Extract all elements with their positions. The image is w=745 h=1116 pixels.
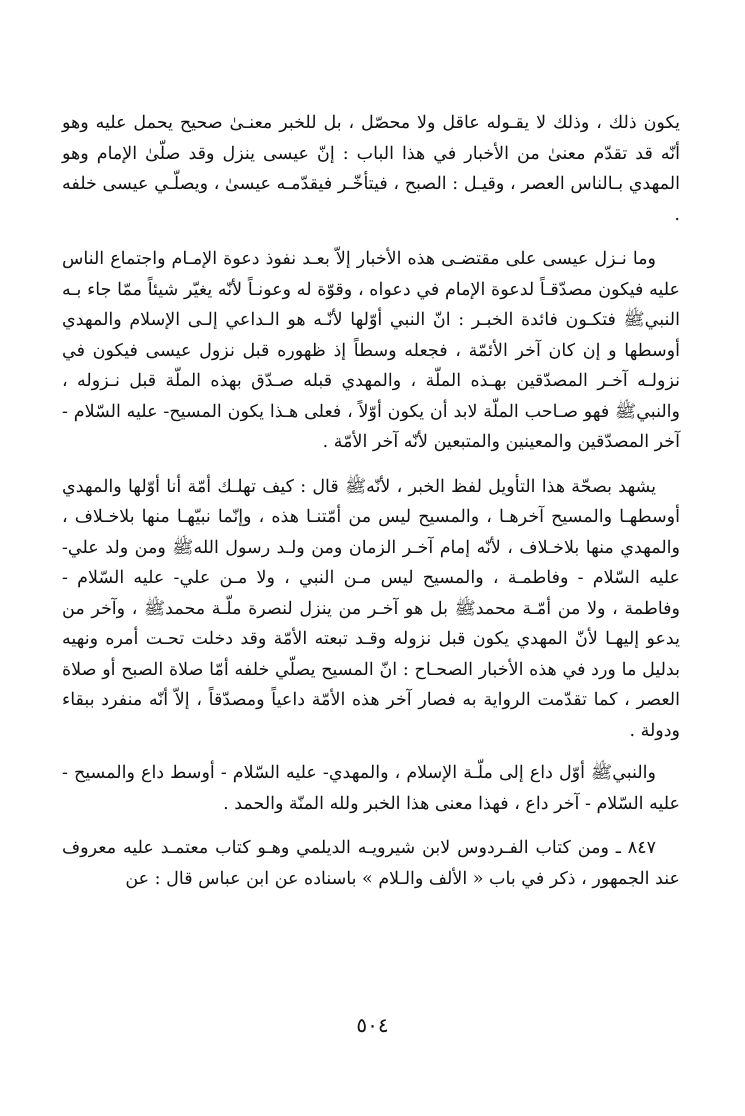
paragraph-2: وما نـزل عيسى على مقتضـى هذه الأخبار إلاّ بعـد نفوذ دعوة الإمـام واجتماع الناس عليه فيكون مصدّقـاً لدعوة الإمام في دعواه ، وقوّة له وعونـاً لأنّه يغيّر شيئاً ممّا جاء بـه النبيﷺ فتكـون فائدة الخبـر : انّ النبي أوّلها لأنّـه هو الـداعي إلـى الإسلام والمهدي أوسطها و إن كان آخر الأئمّة ، فجعله وسطاً إذ ظهوره قبل نزول عيسى فيكون في نزولـه آخـر المصدّقين بهـذه الملّة ، والمهدي قبله صـدّق بهذه الملّة قبل نـزوله ، والنبيﷺ فهو صـاحب الملّة لابد أن يكون أوّلاً ، فعلى هـذا يكون المسيح- عليه السّلام - آخر المصدّقين والمعينين والمتبعين لأنّه آخر الأمّة . [62,249,680,452]
paragraph-5-hadith-847: ٨٤٧ ـ ومن كتاب الفـردوس لابن شيرويـه الديلمي وهـو كتاب معتمـد عليه معروف عند الجمهور ، ذكر في باب « الألف والـلام » باسناده عن ابن عباس قال : عن [62,838,680,889]
paragraph-1: يكون ذلك ، وذلك لا يقـوله عاقل ولا محصّل ، بل للخبر معنـىٰ صحيح يحمل عليه وهو أنّه قد تقدّم معنىٰ من الأخبار في هذا الباب : إنّ عيسى ينزل وقد صلّىٰ الإمام وهو المهدي بـالناس العصر ، وقيـل : الصبح ، فيتأخّـر فيقدّمـه عيسىٰ ، ويصلّـي عيسى خلفه . [62,113,680,225]
page-number: ٥٠٤ [356,1013,389,1037]
paragraph-3: يشهد بصحّة هذا التأويل لفظ الخبر ، لأنّهﷺ قال : كيف تهلـك أمّة أنا أوّلها والمهدي أوسطهـا والمسيح آخرهـا ، والمسيح ليس من أمّتنـا هذه ، وإنّما نبيّهـا منها بلاخـلاف ، والمهدي منها بلاخـلاف ، لأنّه إمام آخـر الزمان ومن ولـد رسول اللهﷺ ومن ولد علي- عليه السّلام - وفاطمـة ، والمسيح ليس مـن النبي ، ولا مـن علي- عليه السّلام - وفاطمة ، ولا من أمّـة محمدﷺ بل هو آخـر من ينزل لنصرة ملّـة محمدﷺ ، وآخر من يدعو إليهـا لأنّ المهدي يكون قبل نزوله وقـد تبعته الأمّة وقد دخلت تحـت أمره ونهيه بدليل ما ورد في هذه الأخبار الصحـاح : انّ المسيح يصلّي خلفه أمّا صلاة الصبح أو صلاة العصر ، كما تقدّمت الرواية به فصار آخر هذه الأمّة داعياً ومصدّقاً ، إلاّ أنّه منفرد ببقاء ودولة . [62,476,680,741]
page-body [62,108,680,894]
paragraph-4: والنبيﷺ أوّل داع إلى ملّـة الإسلام ، والمهدي- عليه السّلام - أوسط داع والمسيح - عليه السّلام - آخر داع ، فهذا معنى هذا الخبر ولله المنّة والحمد . [62,763,680,814]
